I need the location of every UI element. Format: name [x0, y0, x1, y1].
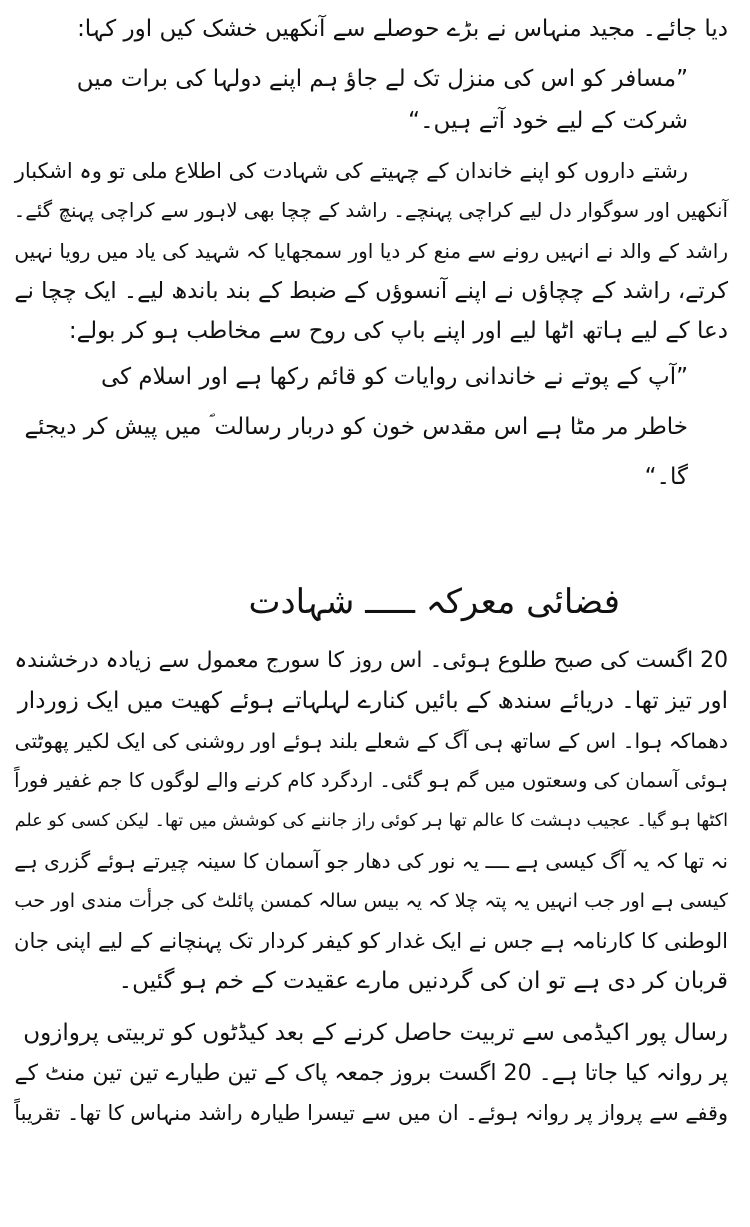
paragraph-1-line-1: دیا جائے۔ مجید منہاس نے بڑے حوصلے سے آنکھیں خشک کیں اور کہا:	[77, 16, 728, 42]
paragraph-3-line-7: کیسی ہے اور جب انہیں یہ پتہ چلا کہ یہ بیس سالہ کمسن پائلٹ کی جرأت مندی اور حب	[14, 889, 728, 912]
paragraph-3-line-3: دھماکہ ہوا۔ اس کے ساتھ ہی آگ کے شعلے بلند ہوئے اور روشنی کی ایک لکیر پھوٹتی	[14, 729, 728, 753]
paragraph-3-line-9: قربان کر دی ہے تو ان کی گردنیں مارے عقیدت کے خم ہو گئیں۔	[118, 968, 728, 994]
paragraph-4-line-2: پر روانہ کیا جاتا ہے۔ 20 اگست بروز جمعہ پاک کے تین طیارے تین تین منٹ کے	[14, 1060, 728, 1086]
paragraph-3-line-4: ہوئی آسمان کی وسعتوں میں گم ہو گئی۔ اردگرد کام کرنے والے لوگوں کا جم غفیر فوراً	[14, 769, 728, 792]
quote-1-line-2: شرکت کے لیے خود آتے ہیں۔“	[408, 108, 688, 134]
paragraph-2-line-2: آنکھیں اور سوگوار دل لیے کراچی پہنچے۔ راشد کے چچا بھی لاہور سے کراچی پہنچ گئے۔	[13, 199, 728, 222]
paragraph-3-line-2: اور تیز تھا۔ دریائے سندھ کے بائیں کنارے لہلہاتے ہوئے کھیت میں ایک زوردار	[17, 688, 728, 714]
paragraph-4-line-1: رسال پور اکیڈمی سے تربیت حاصل کرنے کے بعد کیڈٹوں کو تربیتی پروازوں	[23, 1020, 728, 1046]
paragraph-2-line-5: دعا کے لیے ہاتھ اٹھا لیے اور اپنے باپ کی روح سے مخاطب ہو کر بولے:	[68, 318, 728, 344]
paragraph-2-line-3: راشد کے والد نے انہیں رونے سے منع کر دیا اور سمجھایا کہ شہید کی یاد میں رویا نہیں	[14, 239, 728, 263]
quote-2-line-3: گا۔“	[644, 464, 688, 490]
paragraph-3-line-6: نہ تھا کہ یہ آگ کیسی ہے ــــ یہ نور کی دھار جو آسمان کا سینہ چیرتے ہوئے گزری ہے	[14, 849, 728, 873]
quote-2-line-1: ”آپ کے پوتے نے خاندانی روایات کو قائم رکھا ہے اور اسلام کی	[101, 364, 688, 390]
section-heading: فضائی معرکہ ـــــ شہادت	[248, 582, 620, 622]
paragraph-3-line-5: اکٹھا ہو گیا۔ عجیب دہشت کا عالم تھا ہر کوئی راز جاننے کی کوشش میں تھا۔ لیکن کسی کو علم	[14, 811, 728, 831]
paragraph-4-line-3: وقفے سے پرواز پر روانہ ہوئے۔ ان میں سے تیسرا طیارہ راشد منہاس کا تھا۔ تقریباً	[14, 1101, 728, 1125]
paragraph-2-line-1: رشتے داروں کو اپنے خاندان کے چہیتے کی شہادت کی اطلاع ملی تو وہ اشکبار	[14, 158, 688, 183]
paragraph-3-line-8: الوطنی کا کارنامہ ہے جس نے ایک غدار کو کیفر کردار تک پہنچانے کے لیے اپنی جان	[14, 928, 728, 953]
quote-2-line-2: خاطر مر مٹا ہے اس مقدس خون کو دربار رسالت ؐ میں پیش کر دیجئے	[24, 414, 688, 440]
paragraph-2-line-4: کرتے، راشد کے چچاؤں نے اپنے آنسوؤں کے ضبط کے بند باندھ لیے۔ ایک چچا نے	[14, 278, 728, 304]
quote-1-line-1: ”مسافر کو اس کی منزل تک لے جاؤ ہم اپنے دولہا کی برات میں	[76, 66, 688, 92]
paragraph-3-line-1: 20 اگست کی صبح طلوع ہوئی۔ اس روز کا سورج معمول سے زیادہ درخشندہ	[14, 648, 728, 673]
